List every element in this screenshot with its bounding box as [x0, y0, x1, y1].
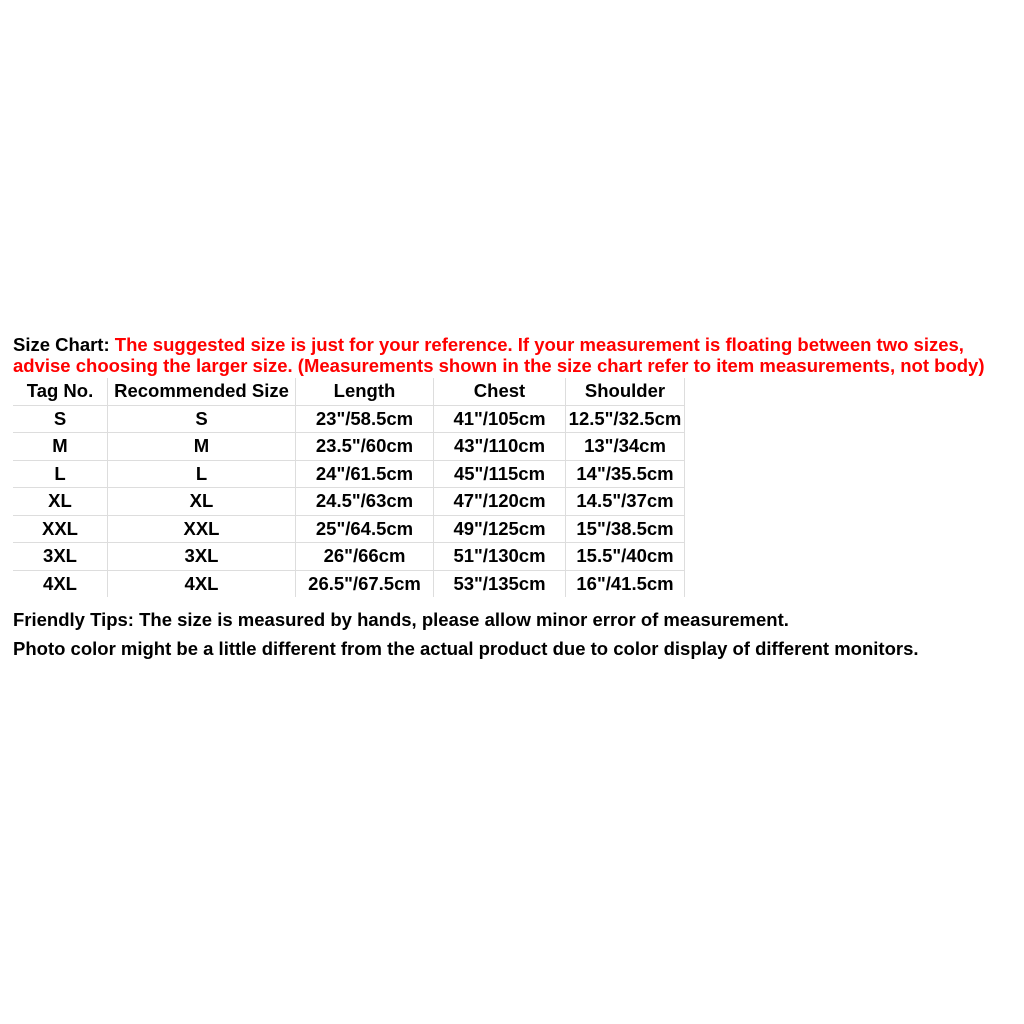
cell-tag: 3XL [13, 543, 108, 571]
tips-line-1: Friendly Tips: The size is measured by hands, please allow minor error of measurement. [13, 609, 789, 630]
cell-tag: XXL [13, 515, 108, 543]
header-chest: Chest [434, 378, 566, 405]
cell-tag: M [13, 433, 108, 461]
cell-length: 23"/58.5cm [296, 405, 434, 433]
table-row [13, 515, 685, 543]
reference-note: The suggested size is just for your reference. If your measurement is floating between two sizes, [114, 334, 964, 355]
cell-recommended: 3XL [108, 543, 296, 571]
cell-chest: 47"/120cm [434, 488, 566, 516]
size-chart-intro [13, 334, 1009, 376]
size-table [13, 378, 685, 597]
friendly-tips [13, 605, 1013, 663]
cell-tag: L [13, 460, 108, 488]
cell-shoulder: 16"/41.5cm [566, 570, 685, 597]
cell-recommended: XXL [108, 515, 296, 543]
cell-length: 24"/61.5cm [296, 460, 434, 488]
table-row [13, 433, 685, 461]
table-row [13, 405, 685, 433]
cell-chest: 45"/115cm [434, 460, 566, 488]
cell-length: 26.5"/67.5cm [296, 570, 434, 597]
header-tag-no: Tag No. [13, 378, 108, 405]
header-recommended-size: Recommended Size [108, 378, 296, 405]
cell-chest: 49"/125cm [434, 515, 566, 543]
cell-recommended: 4XL [108, 570, 296, 597]
cell-shoulder: 14"/35.5cm [566, 460, 685, 488]
cell-shoulder: 15.5"/40cm [566, 543, 685, 571]
cell-length: 25"/64.5cm [296, 515, 434, 543]
cell-recommended: M [108, 433, 296, 461]
table-row [13, 460, 685, 488]
cell-recommended: L [108, 460, 296, 488]
cell-chest: 43"/110cm [434, 433, 566, 461]
cell-length: 23.5"/60cm [296, 433, 434, 461]
size-chart-document [13, 334, 1013, 663]
cell-chest: 41"/105cm [434, 405, 566, 433]
cell-chest: 51"/130cm [434, 543, 566, 571]
header-length: Length [296, 378, 434, 405]
cell-recommended: S [108, 405, 296, 433]
header-shoulder: Shoulder [566, 378, 685, 405]
cell-tag: 4XL [13, 570, 108, 597]
size-chart-label: Size Chart: [13, 334, 115, 355]
table-row [13, 543, 685, 571]
cell-length: 26"/66cm [296, 543, 434, 571]
cell-shoulder: 14.5"/37cm [566, 488, 685, 516]
table-row [13, 570, 685, 597]
cell-length: 24.5"/63cm [296, 488, 434, 516]
cell-recommended: XL [108, 488, 296, 516]
cell-tag: S [13, 405, 108, 433]
cell-shoulder: 13"/34cm [566, 433, 685, 461]
measurement-note: advise choosing the larger size. (Measurements shown in the size chart refer to item measurements, not body) [13, 355, 985, 376]
cell-shoulder: 15"/38.5cm [566, 515, 685, 543]
table-header-row [13, 378, 685, 405]
cell-chest: 53"/135cm [434, 570, 566, 597]
cell-tag: XL [13, 488, 108, 516]
tips-line-2: Photo color might be a little different from the actual product due to color display of different monitors. [13, 638, 919, 659]
table-row [13, 488, 685, 516]
intro-line-1 [13, 334, 1009, 355]
cell-shoulder: 12.5"/32.5cm [566, 405, 685, 433]
